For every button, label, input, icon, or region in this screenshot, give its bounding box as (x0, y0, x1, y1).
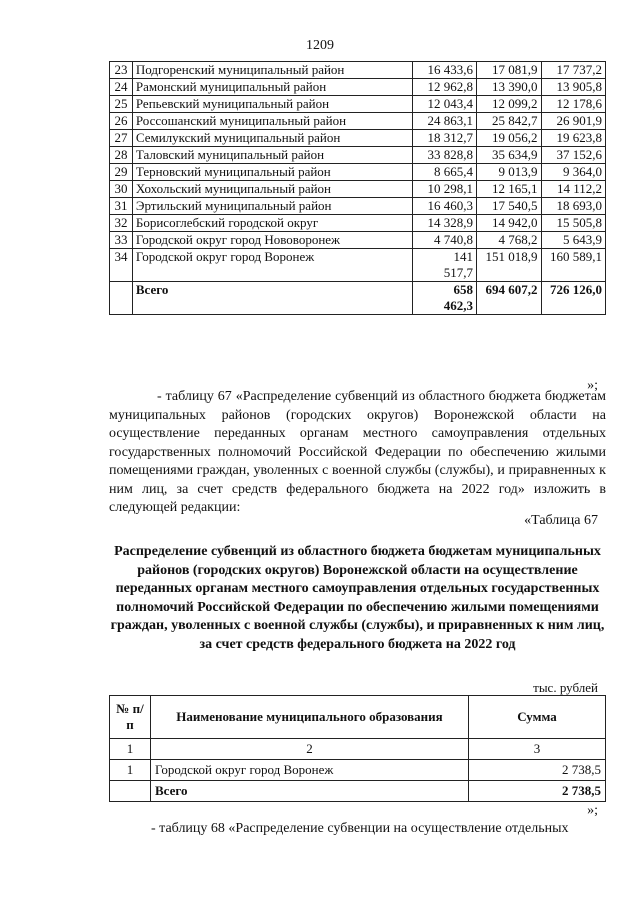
table-row (110, 164, 606, 181)
value-col-2: 12 099,2 (477, 96, 541, 113)
header-name: Наименование муниципального образования (151, 696, 469, 739)
table-row (110, 198, 606, 215)
amendment-paragraph-table-68: - таблицу 68 «Распределение субвенции на осуществление отдельных (151, 821, 569, 836)
value-col-1: 12 043,4 (412, 96, 476, 113)
value-col-1: 141 517,7 (412, 249, 476, 282)
value-col-1: 18 312,7 (412, 130, 476, 147)
value-col-1: 8 665,4 (412, 164, 476, 181)
value-col-1: 16 433,6 (412, 62, 476, 79)
closing-quote: »; (587, 803, 598, 818)
value-col-2: 151 018,9 (477, 249, 541, 282)
row-name: Борисоглебский городской округ (132, 215, 412, 232)
total-amount: 2 738,5 (469, 781, 606, 802)
row-name: Семилукский муниципальный район (132, 130, 412, 147)
closing-quote: »; (587, 378, 598, 393)
table-67 (109, 695, 606, 802)
value-col-2: 4 768,2 (477, 232, 541, 249)
row-number: 33 (110, 232, 133, 249)
row-number: 29 (110, 164, 133, 181)
header-amount: Сумма (469, 696, 606, 739)
value-col-3: 12 178,6 (541, 96, 605, 113)
value-col-3: 26 901,9 (541, 113, 605, 130)
value-col-2: 19 056,2 (477, 130, 541, 147)
amendment-paragraph-table-67: - таблицу 67 «Распределение субвенций из областного бюджета бюджетам муниципальных районов (городских округов) Воронежской области на осуществление переданных органам местного самоуправления отдельных государственных полномочий Российской Федерации по обеспечению жилыми помещениями граждан, уволенных с военной службы (службы), и приравненных к ним лиц, за счет средств федерального бюджета на 2022 год» изложить в следующей редакции: (109, 389, 606, 515)
value-col-2: 9 013,9 (477, 164, 541, 181)
value-col-3: 5 643,9 (541, 232, 605, 249)
row-number: 27 (110, 130, 133, 147)
total-empty-cell (110, 282, 133, 315)
row-amount: 2 738,5 (469, 760, 606, 781)
row-name: Городской округ город Воронеж (151, 760, 469, 781)
table-67-title: Распределение субвенций из областного бюджета бюджетам муниципальных районов (городских округов) Воронежской области на осуществление переданных органам местного самоуправления отдельных государственных полномочий Российской Федерации по обеспечению жилыми помещениями граждан, уволенных с военной службы (службы), и приравненных к ним лиц, за счет средств федерального бюджета на 2022 год (110, 544, 605, 652)
value-col-3: 160 589,1 (541, 249, 605, 282)
total-empty-cell (110, 781, 151, 802)
distribution-table-continued (109, 61, 606, 315)
value-col-1: 14 328,9 (412, 215, 476, 232)
row-number: 23 (110, 62, 133, 79)
table-row (110, 181, 606, 198)
page-number: 1209 (306, 38, 334, 53)
total-label: Всего (151, 781, 469, 802)
header-num: № п/п (110, 696, 151, 739)
table-row (110, 760, 606, 781)
row-number: 25 (110, 96, 133, 113)
value-col-3: 13 905,8 (541, 79, 605, 96)
row-name: Репьевский муниципальный район (132, 96, 412, 113)
table-row (110, 232, 606, 249)
row-number: 30 (110, 181, 133, 198)
table-row (110, 62, 606, 79)
value-col-3: 15 505,8 (541, 215, 605, 232)
row-number: 24 (110, 79, 133, 96)
row-number: 1 (110, 760, 151, 781)
total-row (110, 781, 606, 802)
col-number-1: 1 (110, 739, 151, 760)
row-number: 26 (110, 113, 133, 130)
row-name: Подгоренский муниципальный район (132, 62, 412, 79)
table-row (110, 96, 606, 113)
value-col-3: 9 364,0 (541, 164, 605, 181)
value-col-3: 18 693,0 (541, 198, 605, 215)
value-col-2: 14 942,0 (477, 215, 541, 232)
table-row (110, 113, 606, 130)
row-number: 31 (110, 198, 133, 215)
value-col-1: 24 863,1 (412, 113, 476, 130)
value-col-1: 4 740,8 (412, 232, 476, 249)
value-col-3: 19 623,8 (541, 130, 605, 147)
row-number: 32 (110, 215, 133, 232)
table-row (110, 249, 606, 282)
table-row (110, 79, 606, 96)
row-number: 28 (110, 147, 133, 164)
row-name: Таловский муниципальный район (132, 147, 412, 164)
value-col-1: 10 298,1 (412, 181, 476, 198)
value-col-3: 17 737,2 (541, 62, 605, 79)
col-number-2: 2 (151, 739, 469, 760)
value-col-1: 33 828,8 (412, 147, 476, 164)
value-col-2: 25 842,7 (477, 113, 541, 130)
total-value-col-3: 726 126,0 (541, 282, 605, 315)
row-name: Хохольский муниципальный район (132, 181, 412, 198)
total-label: Всего (132, 282, 412, 315)
col-number-3: 3 (469, 739, 606, 760)
total-value-col-2: 694 607,2 (477, 282, 541, 315)
row-name: Городской округ город Нововоронеж (132, 232, 412, 249)
value-col-3: 14 112,2 (541, 181, 605, 198)
row-number: 34 (110, 249, 133, 282)
table-row (110, 147, 606, 164)
row-name: Терновский муниципальный район (132, 164, 412, 181)
table-reference: «Таблица 67 (524, 513, 598, 528)
value-col-2: 12 165,1 (477, 181, 541, 198)
value-col-2: 17 081,9 (477, 62, 541, 79)
unit-label: тыс. рублей (533, 680, 598, 695)
row-name: Эртильский муниципальный район (132, 198, 412, 215)
table-header-row (110, 696, 606, 739)
value-col-3: 37 152,6 (541, 147, 605, 164)
total-row (110, 282, 606, 315)
total-value-col-1: 658 462,3 (412, 282, 476, 315)
value-col-2: 17 540,5 (477, 198, 541, 215)
table-row (110, 215, 606, 232)
row-name: Городской округ город Воронеж (132, 249, 412, 282)
value-col-2: 13 390,0 (477, 79, 541, 96)
value-col-1: 16 460,3 (412, 198, 476, 215)
row-name: Россошанский муниципальный район (132, 113, 412, 130)
column-number-row (110, 739, 606, 760)
row-name: Рамонский муниципальный район (132, 79, 412, 96)
value-col-2: 35 634,9 (477, 147, 541, 164)
table-row (110, 130, 606, 147)
value-col-1: 12 962,8 (412, 79, 476, 96)
